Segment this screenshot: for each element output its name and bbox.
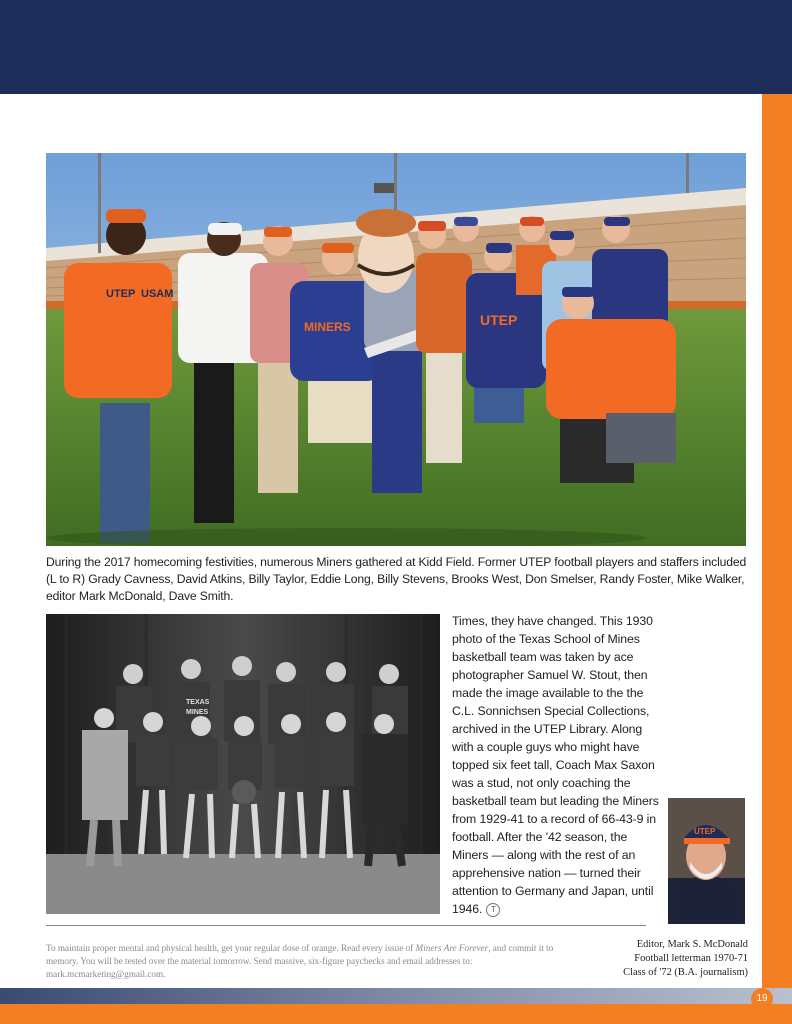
editor-credit-line-2: Football letterman 1970-71: [634, 953, 748, 964]
editor-credit: [594, 938, 748, 980]
editor-cap-text: UTEP: [694, 827, 716, 836]
jersey-text: UTEP: [480, 312, 518, 328]
footer-bar: [0, 1004, 792, 1024]
editor-credit-line-3: Class of '72 (B.A. journalism): [623, 967, 748, 978]
article-text: Times, they have changed. This 1930 photo of the Texas School of Mines basketball team was taken by ace photographer Samuel W. Stout, then made the image available to the the C.L. Sonnichsen Special Collections, archived in the UTEP Library. Along with a couple guys who might have topped six feet tall, Coach Max Saxon was a stud, not only coaching the basketball team but leading the Miners from 1929-41 to a record of 66-43-9 in football. After the '42 season, the Miners — along with the rest of an apprehensive nation — turned their attention to Germany and Japan, until 1946.: [452, 614, 659, 916]
side-accent-bar: [762, 94, 792, 999]
footer-note-text-2: , and commit it to memory. You will be tested over the material tomorrow. Send massive, six-figure paychecks and email addresses to: mark.mcmarketing@gmail.com.: [46, 943, 554, 979]
footer-note-italic: Miners Are Forever: [415, 943, 489, 953]
footer-gradient-strip: [0, 988, 792, 1004]
shirt-text-2: USAM: [141, 288, 174, 300]
page-number: 19: [751, 988, 773, 1010]
vintage-jersey-bottom: MINES: [186, 709, 209, 716]
editor-credit-line-1: Editor, Mark S. McDonald: [636, 939, 748, 950]
group-photo-caption: During the 2017 homecoming festivities, numerous Miners gathered at Kidd Field. Former UTEP football players and staffers included (L to R) Grady Cavness, David Atkins, Billy Taylor, Eddie Long, Billy Stevens, Brooks West, Don Smelser, Randy Foster, Mike Walker, editor Mark McDonald, Dave Smith.: [46, 555, 747, 603]
footer-note-text-1: To maintain proper mental and physical health, get your regular dose of orange. Read every issue of: [46, 943, 416, 953]
header-bar: [0, 0, 792, 94]
homecoming-group-photo: [46, 153, 746, 546]
end-mark-icon: T: [486, 903, 500, 917]
shirt-text-1: UTEP: [106, 288, 136, 300]
vintage-team-photo: [46, 614, 440, 914]
editor-portrait: [668, 798, 745, 924]
shirt-text-3: MINERS: [304, 320, 351, 334]
vintage-jersey-top: TEXAS: [186, 699, 210, 706]
footer-divider: [46, 925, 646, 926]
footer-note: [46, 942, 586, 981]
